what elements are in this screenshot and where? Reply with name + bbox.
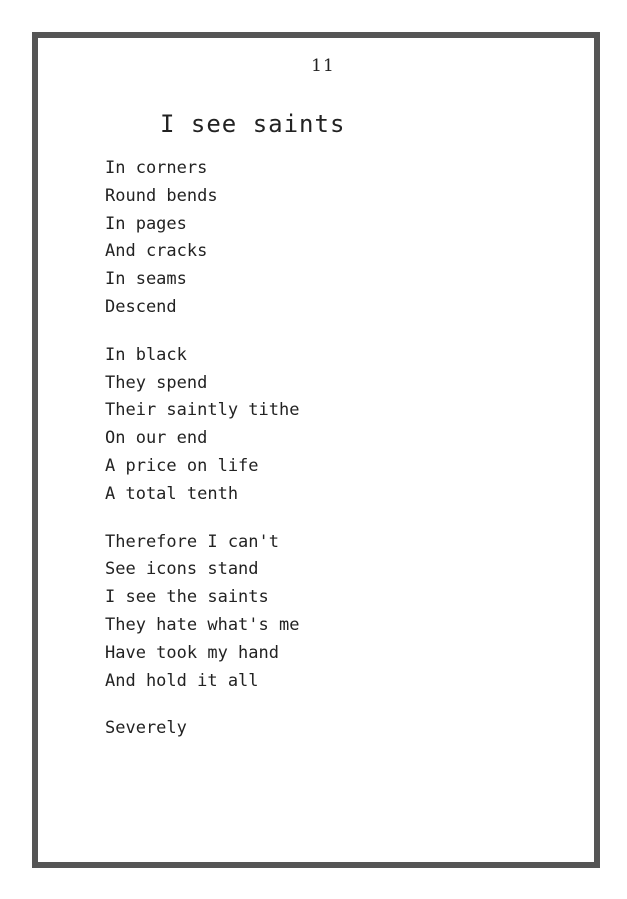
page-number	[38, 56, 594, 76]
poem-line: Therefore I can't	[105, 531, 279, 552]
page-frame	[32, 32, 600, 868]
poem-line: In black	[105, 344, 187, 365]
stanza-2	[105, 342, 299, 509]
poem-line: On our end	[105, 428, 208, 449]
poem-line: Round bends	[105, 185, 218, 206]
poem-line: And cracks	[105, 241, 208, 262]
poem-line: See icons stand	[105, 559, 259, 580]
poem-line: They spend	[105, 372, 208, 393]
poem-line: In corners	[105, 158, 208, 178]
poem-line: A price on life	[105, 455, 259, 476]
poem-title: I see saints	[160, 110, 346, 138]
poem-line: Have took my hand	[105, 642, 279, 663]
poem-line: Their saintly tithe	[105, 400, 300, 421]
poem-line: In pages	[105, 213, 187, 234]
poem-line: And hold it all	[105, 670, 259, 691]
poem-line: I see the saints	[105, 587, 269, 608]
page-number-text: 11	[311, 56, 335, 76]
poem-line: Severely	[105, 718, 187, 739]
stanza-4	[105, 715, 299, 743]
poem-line: In seams	[105, 269, 187, 290]
stanza-1	[105, 155, 299, 322]
poem-line: Descend	[105, 296, 177, 317]
poem-line: They hate what's me	[105, 614, 300, 635]
poem-body	[105, 155, 299, 763]
poem-line: A total tenth	[105, 483, 239, 504]
stanza-3	[105, 529, 299, 696]
